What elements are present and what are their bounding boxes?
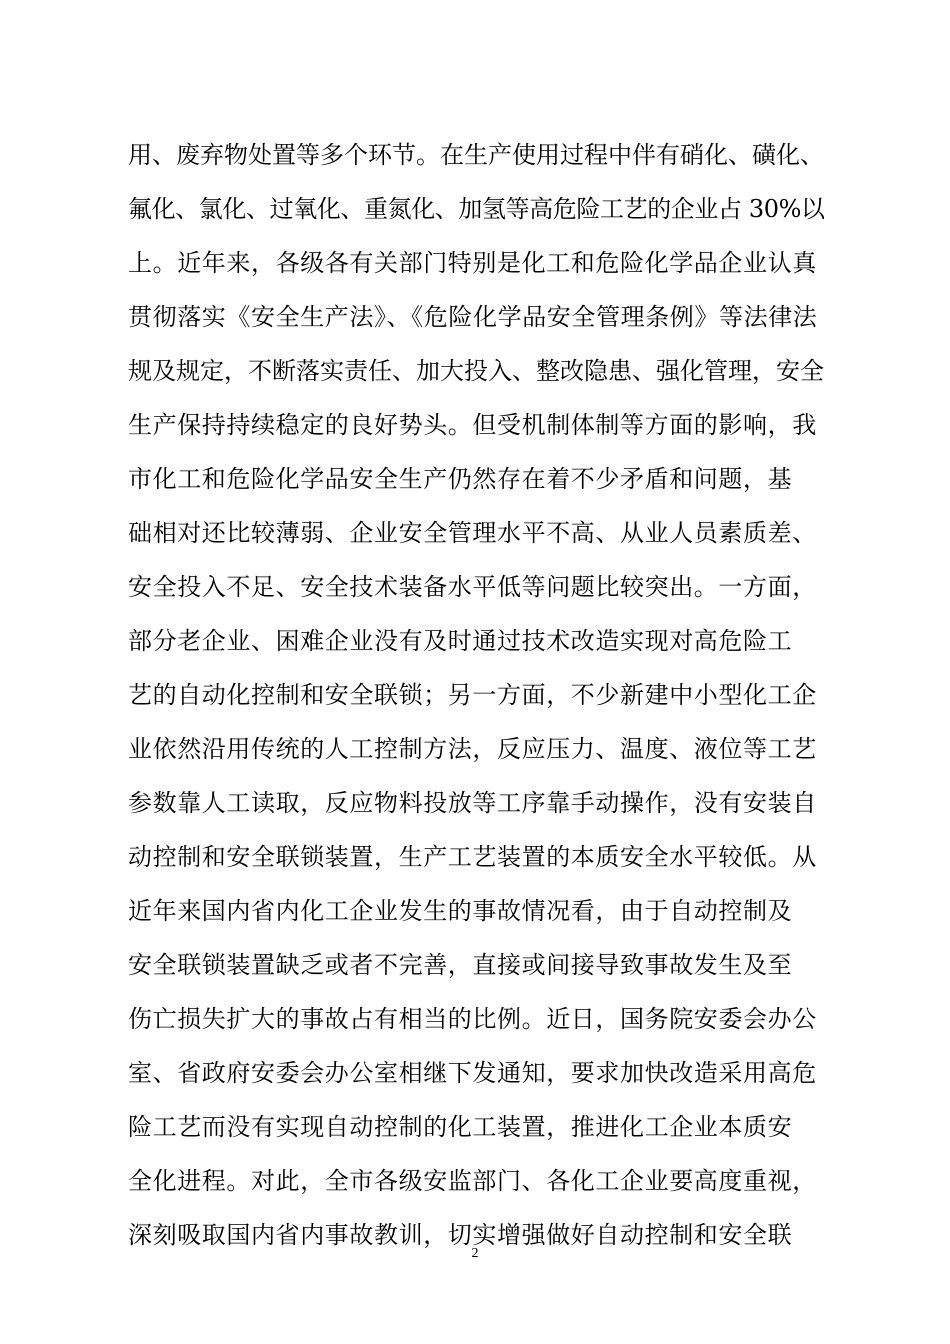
text-line: 参数靠人工读取，反应物料投放等工序靠手动操作，没有安装自 [128,789,817,817]
text-line: 动控制和安全联锁装置，生产工艺装置的本质安全水平较低。从 [128,843,817,871]
text-line: 贯彻落实《安全生产法》、《危险化学品安全管理条例》等法律法 [128,303,818,331]
text-line: 安全联锁装置缺乏或者不完善，直接或间接导致事故发生及至 [128,951,793,979]
text-line: 伤亡损失扩大的事故占有相当的比例。近日，国务院安委会办公 [128,1005,817,1033]
text-line: 上。近年来，各级各有关部门特别是化工和危险化学品企业认真 [128,249,817,277]
page-number: 2 [471,1246,479,1261]
text-line: 氟化、氯化、过氧化、重氮化、加氢等高危险工艺的企业占 30%以 [128,195,825,223]
text-line: 近年来国内省内化工企业发生的事故情况看，由于自动控制及 [128,897,793,925]
text-line: 部分老企业、困难企业没有及时通过技术改造实现对高危险工 [128,627,793,655]
text-line: 艺的自动化控制和安全联锁；另一方面，不少新建中小型化工企 [128,681,817,709]
text-line: 生产保持持续稳定的良好势头。但受机制体制等方面的影响，我 [128,411,817,439]
text-line: 全化进程。对此，全市各级安监部门、各化工企业要高度重视， [128,1167,817,1195]
text-line: 用、废弃物处置等多个环节。在生产使用过程中伴有硝化、磺化、 [128,141,824,169]
text-line: 安全投入不足、安全技术装备水平低等问题比较突出。一方面， [128,573,817,601]
text-line: 础相对还比较薄弱、企业安全管理水平不高、从业人员素质差、 [128,519,817,547]
text-line: 规及规定，不断落实责任、加大投入、整改隐患、强化管理，安全 [128,357,824,385]
text-line: 室、省政府安委会办公室相继下发通知，要求加快改造采用高危 [128,1059,817,1087]
text-line: 业依然沿用传统的人工控制方法，反应压力、温度、液位等工艺 [128,735,817,763]
text-line: 险工艺而没有实现自动控制的化工装置，推进化工企业本质安 [128,1113,793,1141]
text-line: 深刻吸取国内省内事故教训，切实增强做好自动控制和安全联 [128,1221,793,1249]
text-line: 市化工和危险化学品安全生产仍然存在着不少矛盾和问题，基 [128,465,793,493]
